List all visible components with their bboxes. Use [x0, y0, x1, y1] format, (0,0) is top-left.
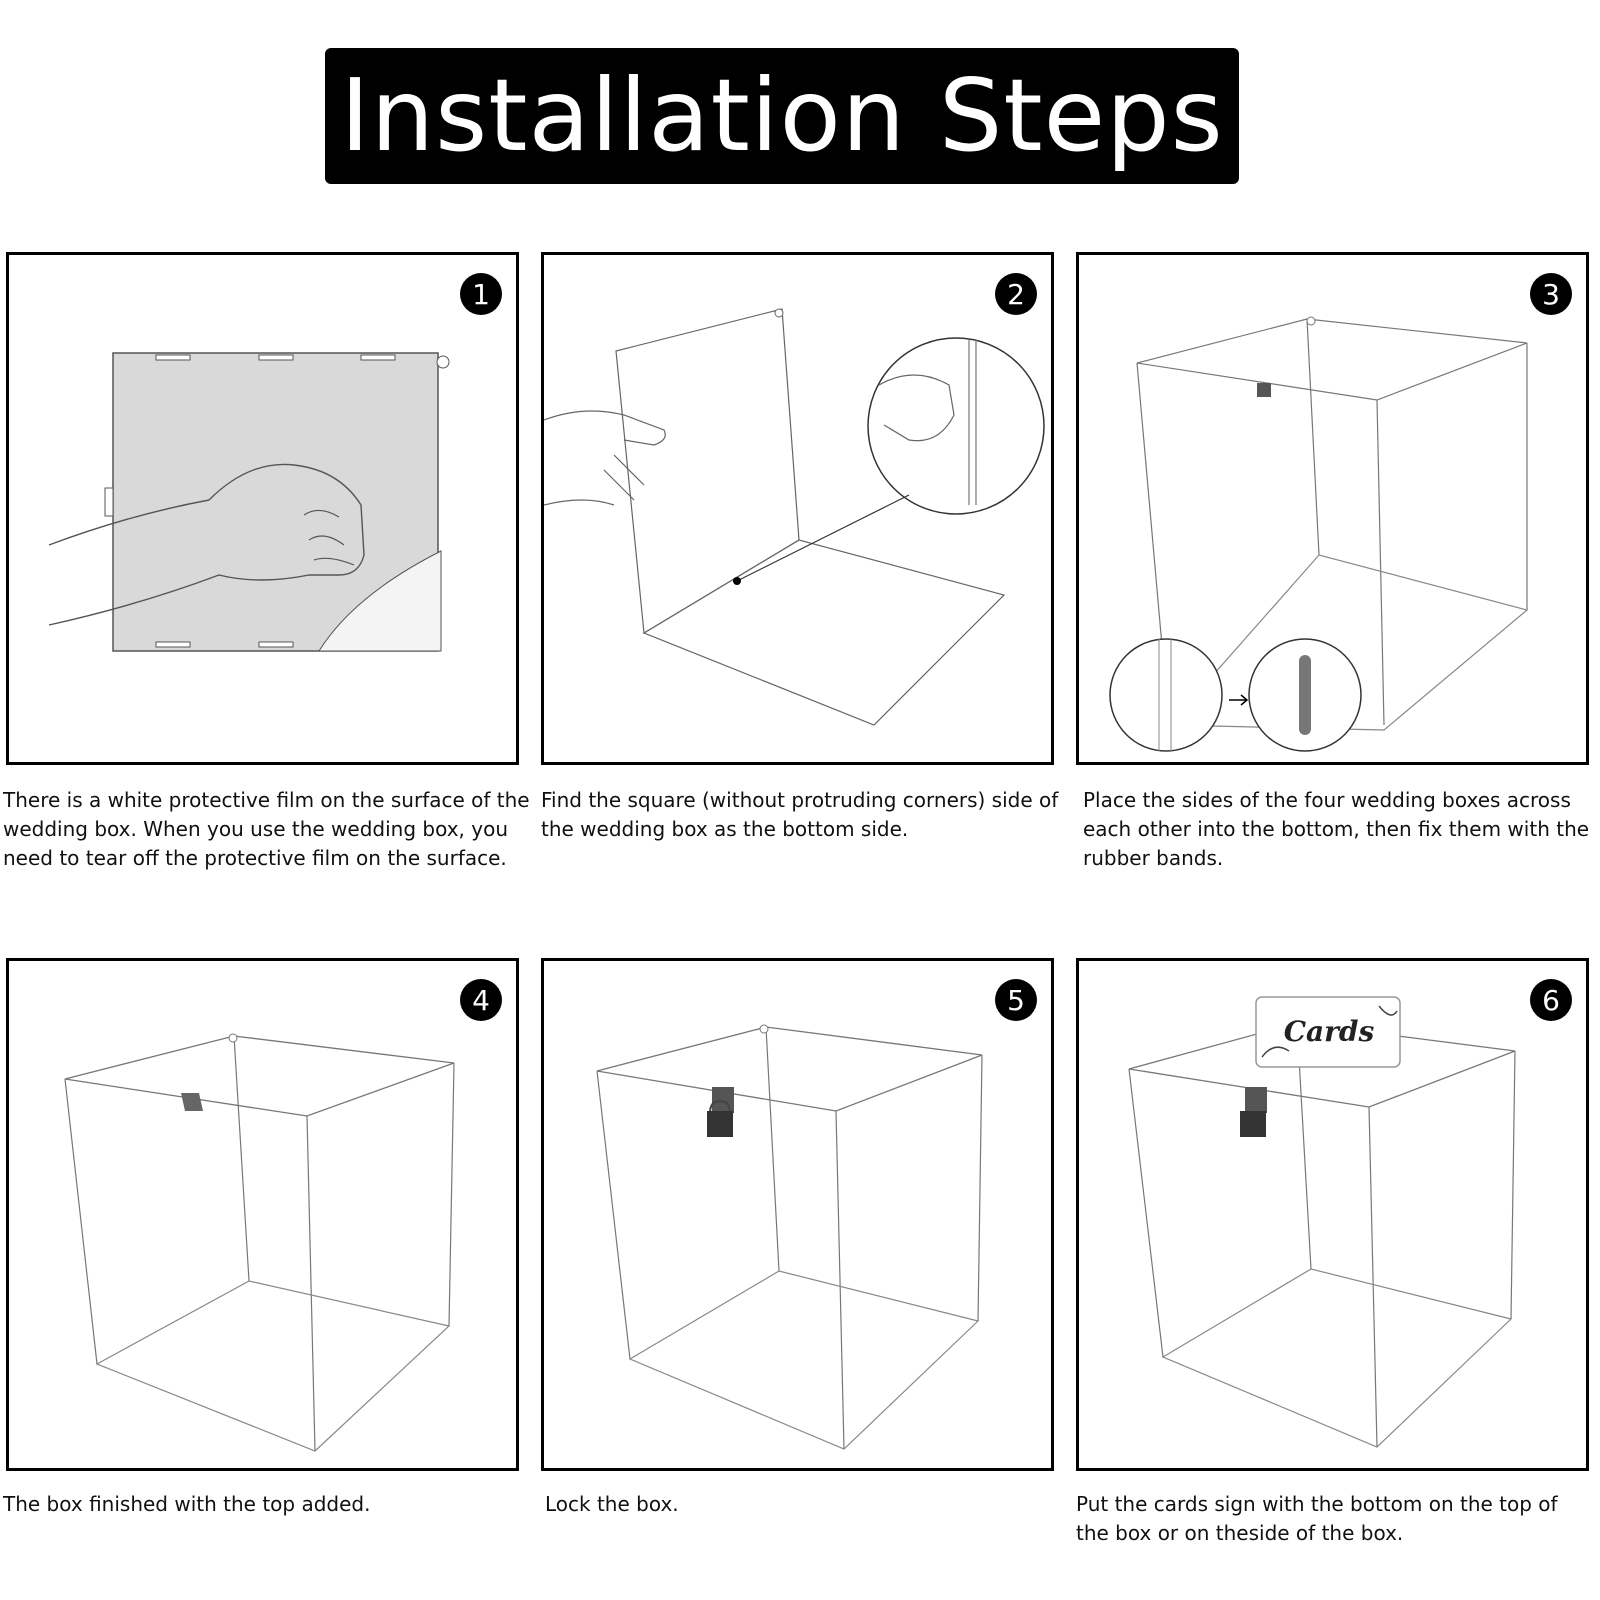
cards-sign-text: Cards: [1283, 1015, 1375, 1048]
step-6-caption: Put the cards sign with the bottom on the top of the box or on theside of the box.: [1076, 1492, 1558, 1545]
step-6-illustration: [1079, 961, 1589, 1471]
step-1-number-badge: 1: [460, 273, 502, 315]
step-3-illustration: [1079, 255, 1589, 765]
page-title: Installation Steps: [340, 57, 1224, 174]
step-2-caption: Find the square (without protruding corners) side of the wedding box as the bottom side.: [541, 788, 1059, 841]
title-banner: [325, 48, 1239, 184]
step-1-illustration: [9, 255, 519, 765]
step-6-number-badge: 6: [1530, 979, 1572, 1021]
step-4-panel: [6, 958, 519, 1471]
step-1-caption: There is a white protective film on the surface of the wedding box. When you use the wedding box, you need to tear off the protective film on the surface.: [3, 788, 530, 870]
step-4-caption: The box finished with the top added.: [3, 1492, 371, 1516]
step-5-caption: Lock the box.: [545, 1492, 679, 1516]
step-3-panel: [1076, 252, 1589, 765]
step-5-panel: [541, 958, 1054, 1471]
step-2-number-badge: 2: [995, 273, 1037, 315]
step-4-illustration: [9, 961, 519, 1471]
step-1-panel: [6, 252, 519, 765]
step-5-illustration: [544, 961, 1054, 1471]
step-2-illustration: [544, 255, 1054, 765]
step-3-number-badge: 3: [1530, 273, 1572, 315]
step-4-number-badge: 4: [460, 979, 502, 1021]
step-3-caption: Place the sides of the four wedding boxes across each other into the bottom, then fix them with the rubber bands.: [1083, 788, 1590, 870]
step-6-panel: [1076, 958, 1589, 1471]
step-2-panel: [541, 252, 1054, 765]
step-5-number-badge: 5: [995, 979, 1037, 1021]
